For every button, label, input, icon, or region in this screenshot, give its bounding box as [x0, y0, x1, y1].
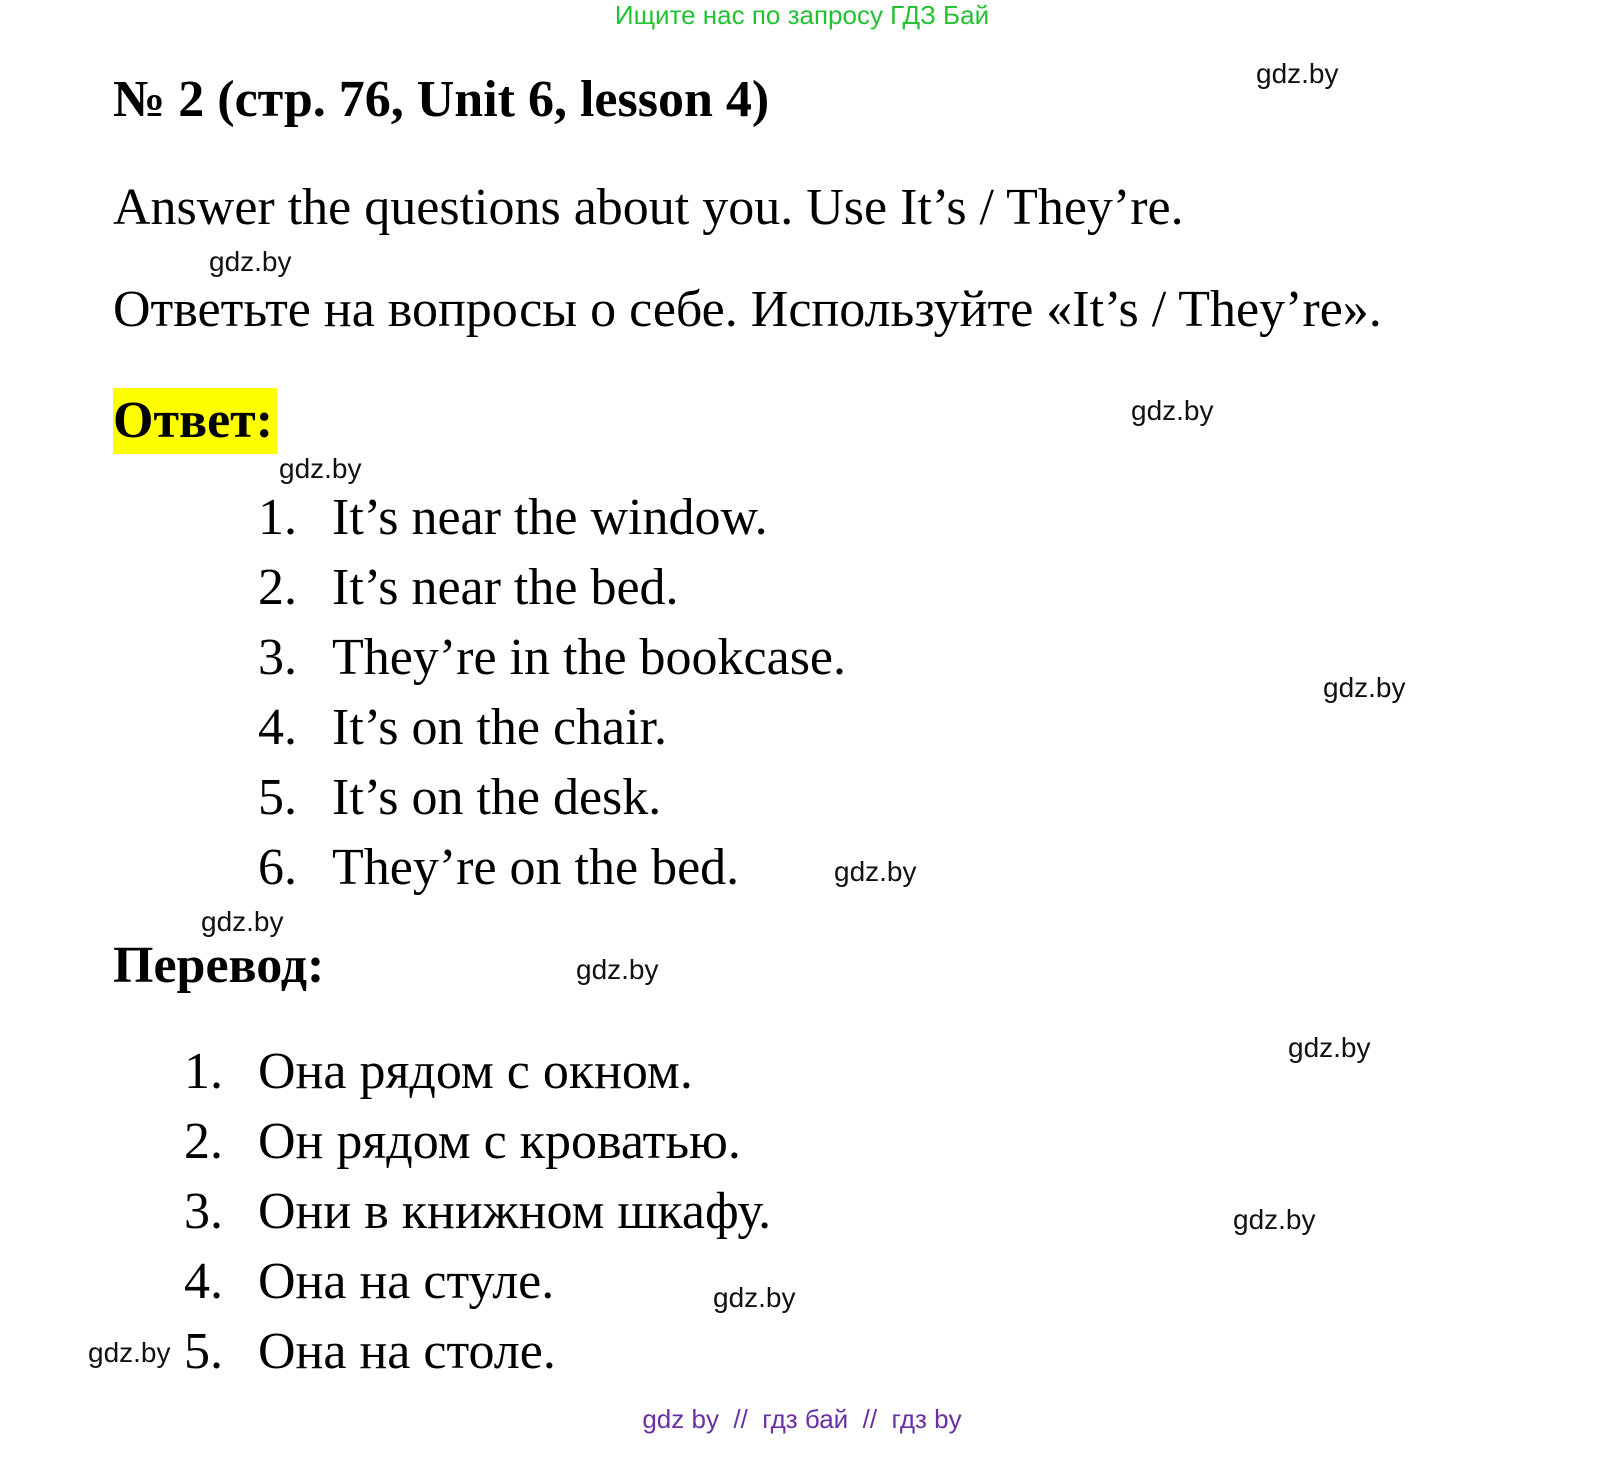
answer-item-text: It’s near the bed. — [332, 559, 679, 616]
answer-item-number: 2. — [258, 559, 297, 616]
footer-banner: gdz by // гдз бай // гдз by — [642, 1404, 962, 1434]
answer-item — [258, 838, 739, 897]
translation-item-text: Она на столе. — [258, 1323, 556, 1380]
exercise-title: № 2 (стр. 76, Unit 6, lesson 4) — [113, 71, 770, 128]
watermark: gdz.by — [576, 954, 659, 985]
answer-item-number: 3. — [258, 629, 297, 686]
top-banner: Ищите нас по запросу ГДЗ Бай — [614, 0, 990, 30]
watermark: gdz.by — [209, 246, 292, 277]
translation-item-text: Он рядом с кроватью. — [258, 1113, 741, 1170]
answer-item-text: It’s near the window. — [332, 489, 768, 546]
task-russian: Ответьте на вопросы о себе. Используйте «It’s / They’re». — [113, 281, 1382, 338]
watermark: gdz.by — [279, 453, 362, 484]
translation-item — [184, 1112, 741, 1171]
translation-item — [184, 1182, 771, 1241]
translation-item-text: Она рядом с окном. — [258, 1043, 693, 1100]
translation-item — [184, 1042, 693, 1101]
answer-item-number: 4. — [258, 699, 297, 756]
answer-item-number: 1. — [258, 489, 297, 546]
answer-item-text: They’re on the bed. — [332, 839, 740, 896]
translation-item-text: Они в книжном шкафу. — [258, 1183, 772, 1240]
answer-item-number: 6. — [258, 839, 297, 896]
answer-item — [258, 768, 661, 827]
answer-item-text: It’s on the desk. — [332, 769, 662, 826]
translation-item — [184, 1252, 554, 1311]
translation-item-number: 2. — [184, 1113, 223, 1170]
watermark: gdz.by — [1131, 395, 1214, 426]
answer-item-number: 5. — [258, 769, 297, 826]
translation-item-text: Она на стуле. — [258, 1253, 555, 1310]
watermark: gdz.by — [1256, 58, 1339, 89]
translation-item-number: 4. — [184, 1253, 223, 1310]
answer-item — [258, 558, 679, 617]
translation-item — [184, 1322, 556, 1381]
watermark: gdz.by — [1323, 672, 1406, 703]
answer-heading: Ответ: — [113, 388, 277, 454]
translation-item-number: 3. — [184, 1183, 223, 1240]
answer-item — [258, 698, 667, 757]
watermark: gdz.by — [834, 856, 917, 887]
watermark: gdz.by — [1233, 1204, 1316, 1235]
answer-item-text: It’s on the chair. — [332, 699, 668, 756]
translation-item-number: 5. — [184, 1323, 223, 1380]
watermark: gdz.by — [713, 1282, 796, 1313]
translation-item-number: 1. — [184, 1043, 223, 1100]
watermark: gdz.by — [88, 1337, 171, 1368]
watermark: gdz.by — [1288, 1032, 1371, 1063]
translation-heading: Перевод: — [113, 937, 325, 994]
answer-item — [258, 628, 846, 687]
task-english: Answer the questions about you. Use It’s / They’re. — [113, 179, 1184, 236]
answer-item-text: They’re in the bookcase. — [332, 629, 847, 686]
watermark: gdz.by — [201, 906, 284, 937]
answer-item — [258, 488, 768, 547]
